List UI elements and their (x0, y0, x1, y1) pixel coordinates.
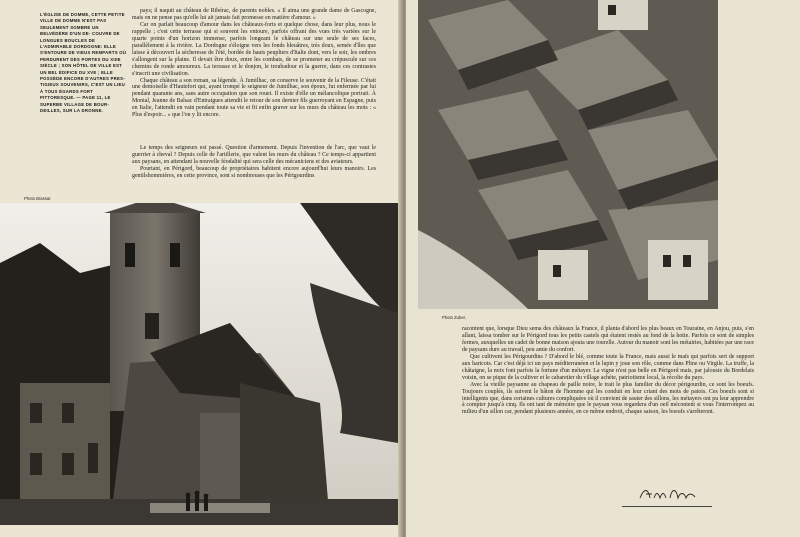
paragraph: Le temps des seigneurs est passé. Question d'armement. Depuis l'invention de l'arc, que vaut le guerrier à cheval ? Depuis celle de l'artillerie, que valent les murs du château ? Ce temps-ci appartient aux paysans, en attendant la nouvelle féodalité qui sera celle des mécaniciens et des aviateurs. (132, 145, 376, 165)
paragraph: Avec la vieille paysanne au chapeau de paille noire, le trait le plus familier du décor périgourdin, ce sont les boeufs. Toujours couplés, ils suivent le bâton de l'homme qui les conduit en leur criant des mots de patois. Ces boeufs sont si intelligents que, dans certaines cultures compliquées où il convient de sauter des sillons, les métayers ont pu leur apprendre à compter jusqu'à cinq. Ils ont tant de mémoire que le paysan vous regardera d'un oeil mécontent si vous l'interrompez au milieu d'un sillon car, pendant plusieurs années, en ce même endroit, chaque saison, les boeufs s'arrêteront. (462, 381, 754, 416)
text-column-right (462, 326, 754, 416)
author-signature (638, 484, 698, 504)
paragraph: Car on parlait beaucoup d'amour dans les châteaux-forts et quelque chose, dans leur plus, nous le rappelle ; c'est cette terrasse qui si souvent les entoure, parfois offrant des vues très variées sur le quarte points d'un horizon immense, parfois longeant le château sur une seule de ses faces, parallèlement à la rivière. La Dordogne s'éloigne vers les fonds bleuâtres, très doux, semée d'îles que laisse à découvert la sécheresse de l'été, bordée de hauts peupliers d'Italie dont, vers le soir, les ombres s'allongent sur la plaine. Il devait être doux, entre les combats, de se promener au crépuscule sur ces chemins de ronde amoureux. La terrasse et le donjon, le troubadour et la guerre, dans ces contrastes s'inscrit une civilisation. (132, 21, 376, 77)
photo-credit-right: Photo Zuber. (442, 315, 466, 320)
text-column-upper (132, 8, 376, 119)
text-column-middle (132, 145, 376, 180)
paragraph: Que cultivent les Périgourdins ? D'abord le blé, comme toute la France, mais aussi le maïs qui parfois sert de support aux haricots. Car c'est déjà ici un pays méditerranéen et le lupin y joue son rôle, comme dans Pline ou Virgile. La truffe, la châtaigne, la noix font parfois la fortune d'un métayer. La vigne n'est pas belle en Périgord mais, par jalousie du Bordelais voisin, on se pique de la cultiver et le cabaretier du village achète, patriotisme local, la récolte du pays. (462, 353, 754, 381)
photo-caption: L'ÉGLISE DE DOMME, CETTE PETITE VILLE DE DOMME N'EST PAS SEULEMENT SOMBRE UN BELVÉDÈRE D'UN DE- COUVRE DE LONGUES BOUCLES DE L'ADMIRABLE DORDOGNE: ELLE S'ENTOURE DE VIEUX REMPARTS OÙ PERDURENT DES PORTES DU XIIIE SIÈCLE ; SON HÔTEL DE VILLE EST UN BEL ÉDIFICE DU XVE ; ELLE POSSÈDE ENCORE D'AUTRES PRES- TIGIEUX SOUVENIRS, C'EST UN LIEU À TOUS ÉGARDS FORT PITTORESQUE. — PAGE 11, LE SUPERBE VILLAGE DE BOUR- DEILLES, SUR LA DRONNE. (40, 12, 127, 114)
paragraph: Pourtant, en Périgord, beaucoup de propriétaires habitent encore aujourd'hui leurs manoirs. Les gentilshommières, en cette province, sont si nombreuses que les Périgourdins (132, 165, 376, 179)
paragraph: Chaque château a son roman, sa légende. À Jumilhac, on conserve le souvenir de la Fileuse. C'était une demoiselle d'Hautefort qui, ayant trompé le seigneur de Jumilhac, son époux, fut enfermée par lui pendant quarante ans, sans autre occupation que son rouet. Il existe d'elle un mélancolique portrait. À Montal, Jeanne de Balsac d'Entraigues attendit le retour de son dernier fils guerroyant en Espagne, puis en Italie, l'attendit en vain pendant toute sa vie et fit enfin graver sur les murs du château les mots : « Plus d'espoir... » que l'on y lit encore. (132, 77, 376, 119)
church-tower-photo (0, 203, 398, 525)
right-page (406, 0, 800, 537)
paragraph: racontent que, lorsque Dieu sema des châteaux la France, il planta d'abord les plus beaux en Touraine, en Anjou, puis, s'en allant, laissa tomber sur le Périgord tous les petits castels qui étaient restés au fond de la hotte. Parfois ce sont de simples fermes, auxquelles un cadet de bonne maison ajouta une tourelle. Autour du manoir sont les métairies, habitées par une race de paysans dure au travail, peu amie du confort. (462, 326, 754, 353)
photo-credit-left: Photo Brassaï. (24, 196, 52, 201)
paragraph: pays; il naquit au château de Ribérac, de parents nobles. « Il aima une grande dame de Gascogne, mais on ne pense pas qu'elle lui ait jamais fait promesse en matière d'amour. » (132, 8, 376, 21)
village-rooftops-photo (418, 0, 718, 309)
signature-rule (622, 506, 712, 507)
